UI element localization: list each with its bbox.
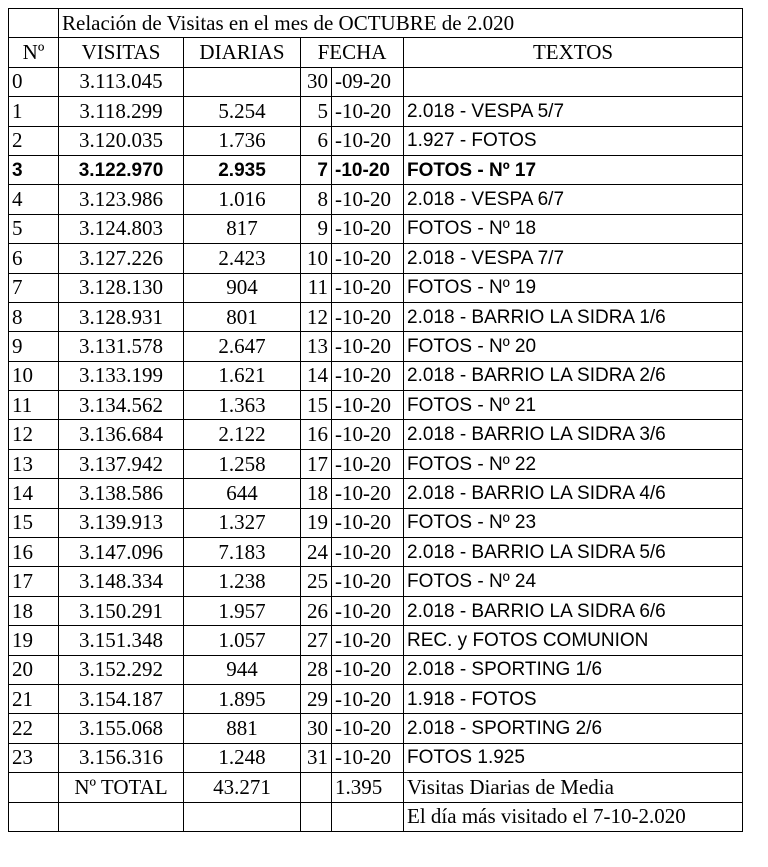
table-row: [9, 391, 743, 420]
table-title: Relación de Visitas en el mes de OCTUBRE de 2.020: [59, 9, 743, 38]
fecha-day-cell: 14: [301, 361, 332, 390]
row-number: 19: [9, 626, 59, 655]
table-row: [9, 67, 743, 96]
fecha-day-cell: 18: [301, 479, 332, 508]
header-visitas: VISITAS: [59, 38, 184, 67]
fecha-month-cell: -10-20: [332, 361, 404, 390]
texto-cell: [404, 67, 743, 96]
texto-cell: FOTOS - Nº 22: [404, 449, 743, 478]
fecha-day-cell: 27: [301, 626, 332, 655]
visitas-cell: 3.138.586: [59, 479, 184, 508]
texto-cell: 2.018 - BARRIO LA SIDRA 2/6: [404, 361, 743, 390]
table-row: [9, 332, 743, 361]
visitas-cell: 3.120.035: [59, 126, 184, 155]
visitas-cell: 3.134.562: [59, 391, 184, 420]
fecha-day-cell: 15: [301, 391, 332, 420]
fecha-month-cell: -09-20: [332, 67, 404, 96]
summary-blank-cell: [9, 802, 59, 831]
texto-cell: REC. y FOTOS COMUNION: [404, 626, 743, 655]
texto-cell: FOTOS - Nº 20: [404, 332, 743, 361]
visitas-cell: 3.127.226: [59, 244, 184, 273]
summary-total-row: [9, 773, 743, 802]
visitas-cell: 3.118.299: [59, 97, 184, 126]
diarias-cell: [184, 67, 301, 96]
total-value: 43.271: [184, 773, 301, 802]
fecha-day-cell: 7: [301, 155, 332, 184]
total-label: Nº TOTAL: [59, 773, 184, 802]
visitas-cell: 3.151.348: [59, 626, 184, 655]
texto-cell: FOTOS - Nº 19: [404, 273, 743, 302]
table-row: [9, 538, 743, 567]
visitas-cell: 3.155.068: [59, 714, 184, 743]
diarias-cell: 1.238: [184, 567, 301, 596]
texto-cell: FOTOS - Nº 17: [404, 155, 743, 184]
visitas-cell: 3.133.199: [59, 361, 184, 390]
row-number: 13: [9, 449, 59, 478]
row-number: 11: [9, 391, 59, 420]
row-number: 6: [9, 244, 59, 273]
visits-table: [8, 8, 743, 832]
title-spacer-cell: [9, 9, 59, 38]
fecha-day-cell: 8: [301, 185, 332, 214]
table-row: [9, 626, 743, 655]
row-number: 18: [9, 596, 59, 625]
row-number: 20: [9, 655, 59, 684]
table-row: [9, 244, 743, 273]
diarias-cell: 801: [184, 302, 301, 331]
row-number: 21: [9, 684, 59, 713]
diarias-cell: 1.016: [184, 185, 301, 214]
fecha-month-cell: -10-20: [332, 596, 404, 625]
diarias-cell: 944: [184, 655, 301, 684]
diarias-cell: 817: [184, 214, 301, 243]
summary-most-visited-row: [9, 802, 743, 831]
diarias-cell: 1.736: [184, 126, 301, 155]
summary-blank-cell: [9, 773, 59, 802]
fecha-day-cell: 6: [301, 126, 332, 155]
visitas-cell: 3.156.316: [59, 743, 184, 772]
table-row: [9, 420, 743, 449]
summary-blank-cell: [301, 802, 332, 831]
diarias-cell: 1.258: [184, 449, 301, 478]
table-row: [9, 361, 743, 390]
texto-cell: 2.018 - BARRIO LA SIDRA 4/6: [404, 479, 743, 508]
fecha-month-cell: -10-20: [332, 714, 404, 743]
average-label: Visitas Diarias de Media: [404, 773, 743, 802]
fecha-month-cell: -10-20: [332, 244, 404, 273]
diarias-cell: 2.423: [184, 244, 301, 273]
texto-cell: 2.018 - SPORTING 2/6: [404, 714, 743, 743]
table-row: [9, 596, 743, 625]
fecha-month-cell: -10-20: [332, 567, 404, 596]
diarias-cell: 1.895: [184, 684, 301, 713]
texto-cell: FOTOS - Nº 23: [404, 508, 743, 537]
visitas-cell: 3.113.045: [59, 67, 184, 96]
diarias-cell: 2.935: [184, 155, 301, 184]
texto-cell: 1.927 - FOTOS: [404, 126, 743, 155]
title-row: [9, 9, 743, 38]
fecha-month-cell: -10-20: [332, 508, 404, 537]
row-number: 4: [9, 185, 59, 214]
row-number: 2: [9, 126, 59, 155]
diarias-cell: 2.122: [184, 420, 301, 449]
row-number: 7: [9, 273, 59, 302]
fecha-day-cell: 16: [301, 420, 332, 449]
diarias-cell: 7.183: [184, 538, 301, 567]
visitas-cell: 3.124.803: [59, 214, 184, 243]
table-row: [9, 714, 743, 743]
visitas-cell: 3.131.578: [59, 332, 184, 361]
visitas-cell: 3.136.684: [59, 420, 184, 449]
table-row: [9, 479, 743, 508]
header-fecha: FECHA: [301, 38, 404, 67]
fecha-day-cell: 30: [301, 714, 332, 743]
fecha-day-cell: 28: [301, 655, 332, 684]
row-number: 1: [9, 97, 59, 126]
fecha-month-cell: -10-20: [332, 302, 404, 331]
texto-cell: 2.018 - VESPA 6/7: [404, 185, 743, 214]
table-row: [9, 508, 743, 537]
fecha-month-cell: -10-20: [332, 449, 404, 478]
table-row: [9, 214, 743, 243]
row-number: 8: [9, 302, 59, 331]
header-n: Nº: [9, 38, 59, 67]
most-visited-day: El día más visitado el 7-10-2.020: [404, 802, 743, 831]
row-number: 15: [9, 508, 59, 537]
texto-cell: FOTOS - Nº 18: [404, 214, 743, 243]
row-number: 22: [9, 714, 59, 743]
fecha-day-cell: 26: [301, 596, 332, 625]
summary-blank-cell: [184, 802, 301, 831]
fecha-month-cell: -10-20: [332, 655, 404, 684]
table-row: [9, 126, 743, 155]
diarias-cell: 5.254: [184, 97, 301, 126]
fecha-month-cell: -10-20: [332, 126, 404, 155]
fecha-day-cell: 12: [301, 302, 332, 331]
fecha-month-cell: -10-20: [332, 743, 404, 772]
visitas-cell: 3.128.931: [59, 302, 184, 331]
row-number: 10: [9, 361, 59, 390]
texto-cell: 2.018 - BARRIO LA SIDRA 6/6: [404, 596, 743, 625]
texto-cell: 2.018 - SPORTING 1/6: [404, 655, 743, 684]
fecha-day-cell: 10: [301, 244, 332, 273]
diarias-cell: 644: [184, 479, 301, 508]
fecha-month-cell: -10-20: [332, 538, 404, 567]
diarias-cell: 1.363: [184, 391, 301, 420]
fecha-day-cell: 11: [301, 273, 332, 302]
visitas-cell: 3.148.334: [59, 567, 184, 596]
fecha-day-cell: 29: [301, 684, 332, 713]
fecha-month-cell: -10-20: [332, 684, 404, 713]
row-number: 5: [9, 214, 59, 243]
table-row: [9, 185, 743, 214]
fecha-day-cell: 24: [301, 538, 332, 567]
diarias-cell: 1.248: [184, 743, 301, 772]
texto-cell: 2.018 - BARRIO LA SIDRA 3/6: [404, 420, 743, 449]
texto-cell: 2.018 - VESPA 5/7: [404, 97, 743, 126]
diarias-cell: 1.957: [184, 596, 301, 625]
header-row: [9, 38, 743, 67]
fecha-day-cell: 25: [301, 567, 332, 596]
visitas-cell: 3.150.291: [59, 596, 184, 625]
diarias-cell: 2.647: [184, 332, 301, 361]
fecha-day-cell: 5: [301, 97, 332, 126]
fecha-month-cell: -10-20: [332, 214, 404, 243]
row-number: 23: [9, 743, 59, 772]
table-row: [9, 302, 743, 331]
fecha-month-cell: -10-20: [332, 155, 404, 184]
texto-cell: FOTOS - Nº 24: [404, 567, 743, 596]
visitas-cell: 3.139.913: [59, 508, 184, 537]
texto-cell: 2.018 - VESPA 7/7: [404, 244, 743, 273]
table-row: [9, 655, 743, 684]
fecha-month-cell: -10-20: [332, 420, 404, 449]
visitas-cell: 3.123.986: [59, 185, 184, 214]
row-number: 14: [9, 479, 59, 508]
fecha-month-cell: -10-20: [332, 479, 404, 508]
texto-cell: FOTOS 1.925: [404, 743, 743, 772]
visitas-cell: 3.128.130: [59, 273, 184, 302]
row-number: 0: [9, 67, 59, 96]
texto-cell: FOTOS - Nº 21: [404, 391, 743, 420]
summary-blank-cell: [301, 773, 332, 802]
fecha-month-cell: -10-20: [332, 97, 404, 126]
visitas-cell: 3.137.942: [59, 449, 184, 478]
fecha-day-cell: 31: [301, 743, 332, 772]
table-row: [9, 567, 743, 596]
header-textos: TEXTOS: [404, 38, 743, 67]
visitas-cell: 3.122.970: [59, 155, 184, 184]
visitas-cell: 3.152.292: [59, 655, 184, 684]
header-diarias: DIARIAS: [184, 38, 301, 67]
visitas-cell: 3.147.096: [59, 538, 184, 567]
fecha-day-cell: 19: [301, 508, 332, 537]
table-row: [9, 273, 743, 302]
summary-blank-cell: [332, 802, 404, 831]
fecha-month-cell: -10-20: [332, 626, 404, 655]
texto-cell: 2.018 - BARRIO LA SIDRA 5/6: [404, 538, 743, 567]
fecha-month-cell: -10-20: [332, 391, 404, 420]
diarias-cell: 1.057: [184, 626, 301, 655]
row-number: 17: [9, 567, 59, 596]
table-row: [9, 684, 743, 713]
fecha-day-cell: 17: [301, 449, 332, 478]
fecha-month-cell: -10-20: [332, 332, 404, 361]
fecha-day-cell: 30: [301, 67, 332, 96]
row-number: 9: [9, 332, 59, 361]
diarias-cell: 1.621: [184, 361, 301, 390]
fecha-day-cell: 9: [301, 214, 332, 243]
row-number: 12: [9, 420, 59, 449]
fecha-day-cell: 13: [301, 332, 332, 361]
texto-cell: 2.018 - BARRIO LA SIDRA 1/6: [404, 302, 743, 331]
fecha-month-cell: -10-20: [332, 273, 404, 302]
table-row: [9, 449, 743, 478]
diarias-cell: 1.327: [184, 508, 301, 537]
diarias-cell: 904: [184, 273, 301, 302]
summary-blank-cell: [59, 802, 184, 831]
visitas-cell: 3.154.187: [59, 684, 184, 713]
average-value: 1.395: [332, 773, 404, 802]
table-row: [9, 743, 743, 772]
table-row: [9, 155, 743, 184]
diarias-cell: 881: [184, 714, 301, 743]
row-number: 3: [9, 155, 59, 184]
fecha-month-cell: -10-20: [332, 185, 404, 214]
row-number: 16: [9, 538, 59, 567]
texto-cell: 1.918 - FOTOS: [404, 684, 743, 713]
table-row: [9, 97, 743, 126]
